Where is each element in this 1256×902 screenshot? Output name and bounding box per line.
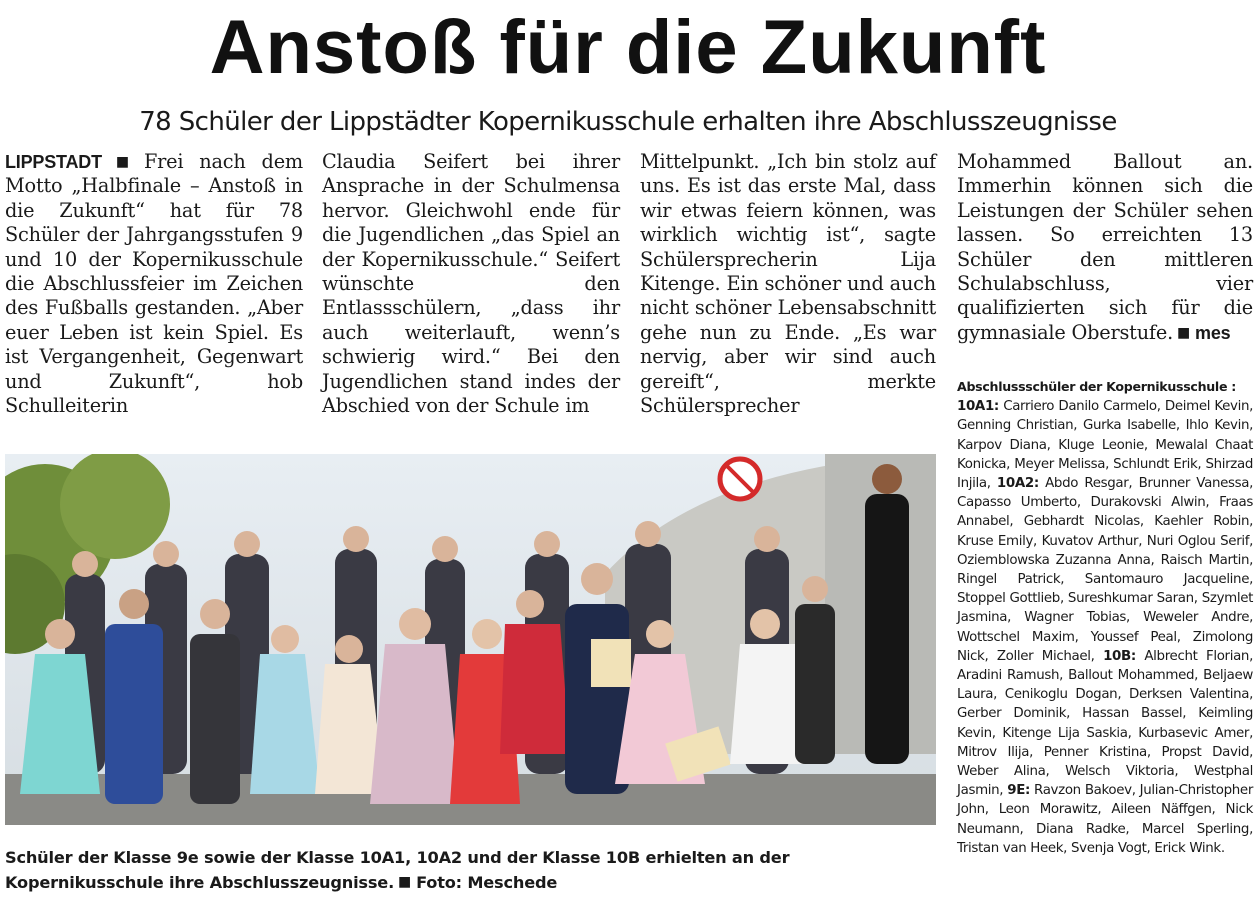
article-column-2 [322,150,620,418]
class-names-9e: Ravzon Bakoev, Julian-Christopher John, Leon Morawitz, Aileen Näffgen, Nick Neumann, Diana Radke, Marcel Sperling, Tristan van Heek, Svenja Vogt, Erick Wink. [957,783,1253,856]
group-photo-illustration [5,454,936,825]
bullet-square-icon: ■ [105,154,139,170]
author-initials: mes [1195,322,1231,343]
photo-credit: Foto: Meschede [416,873,558,892]
photo-caption [5,846,940,895]
class-label-9e: 9E: [1007,783,1031,799]
bullet-square-icon: ■ [398,874,412,890]
dateline: LIPPSTADT [5,152,102,172]
class-names-10b: Albrecht Florian, Aradini Ramush, Ballout Mohammed, Beljaew Laura, Cenikoglu Dogan, Derksen Valentina, Gerber Dominik, Hassan Bassel, Keimling Kevin, Kitenge Lija Saskia, Kurbasevic Amer, Mitrov Ilija, Penner Kristina, Propst David, Weber Alina, Welsch Viktoria, Westphal Jasmin, [957,648,1253,799]
group-photo [5,454,936,825]
headline: Anstoß für die Zukunft [209,5,1047,90]
class-label-10b: 10B: [1103,648,1136,664]
graduates-list [957,377,1253,858]
article-column-3 [640,150,936,418]
caption-text: Schüler der Klasse 9e sowie der Klasse 10A1, 10A2 und der Klasse 10B erhielten an der Kopernikusschule ihre Abschlusszeugnisse. [5,848,790,892]
class-label-10a1: 10A1: [957,399,999,415]
article-column-1 [5,150,303,418]
graduates-heading: Abschlussschüler der Kopernikusschule : [957,379,1237,394]
body-text-4: Mohammed Ballout an. Immerhin können sich die Leistungen der Schüler sehen lassen. So erreichten 13 Schüler den mittleren Schulabschluss, vier qualifizierten sich für die gymnasiale Oberstufe. [957,150,1253,344]
body-text-3: Mittelpunkt. „Ich bin stolz auf uns. Es ist das erste Mal, dass wir etwas feiern können, was wirklich wichtig ist“, sagte Schülersprecherin Lija Kitenge. Ein schöner und auch nicht schöner Lebensabschnitt gehe nun zu Ende. „Es war nervig, aber wir sind auch gereift“, merkte Schülersprecher [640,150,936,418]
class-label-10a2: 10A2: [996,476,1039,492]
class-names-10a1: Carriero Danilo Carmelo, Deimel Kevin, Genning Christian, Gurka Isabelle, Ihlo Kevin, Karpov Diana, Kluge Leonie, Mewalal Chaat Konicka, Meyer Melissa, Schlundt Erik, Shirzad Injila, [957,399,1253,492]
article-column-4 [957,150,1253,345]
bullet-square-icon: ■ [1177,324,1191,341]
tree [60,454,170,559]
subheadline: 78 Schüler der Lippstädter Kopernikusschule erhalten ihre Abschlusszeugnisse [139,107,1117,137]
class-names-10a2: Abdo Resgar, Brunner Vanessa, Capasso Umberto, Durakovski Alwin, Fraas Annabel, Gebhardt Nicolas, Kaehler Robin, Kruse Emily, Kuvatov Arthur, Nuri Oglou Serif, Oziemblowska Zuzanna Anna, Raisch Martin, Ringel Patrick, Santomauro Jacqueline, Stoppel Gottlieb, Sureshkumar Saran, Szymlet Jasmina, Wagner Tobias, Weweler Andre, Wottschel Maxim, Youssef Peal, Zimolong Nick, Zoller Michael, [957,476,1253,664]
body-text-1: Frei nach dem Motto „Halbfinale – Anstoß in die Zukunft“ hat für 78 Schüler der Jahrgangsstufen 9 und 10 der Kopernikusschule die Abschlussfeier im Zeichen des Fußballs gestanden. „Aber euer Leben ist kein Spiel. Es ist Vergangenheit, Gegenwart und Zukunft“, hob Schulleiterin [5,150,303,418]
body-text-2: Claudia Seifert bei ihrer Ansprache in der Schulmensa hervor. Gleichwohl ende für die Jugendlichen „das Spiel an der Kopernikusschule.“ Seifert wünschte den Entlassschülern, „dass ihr auch weiterlauft, wenn’s schwierig wird.“ Bei den Jugendlichen stand indes der Abschied von der Schule im [322,150,620,418]
